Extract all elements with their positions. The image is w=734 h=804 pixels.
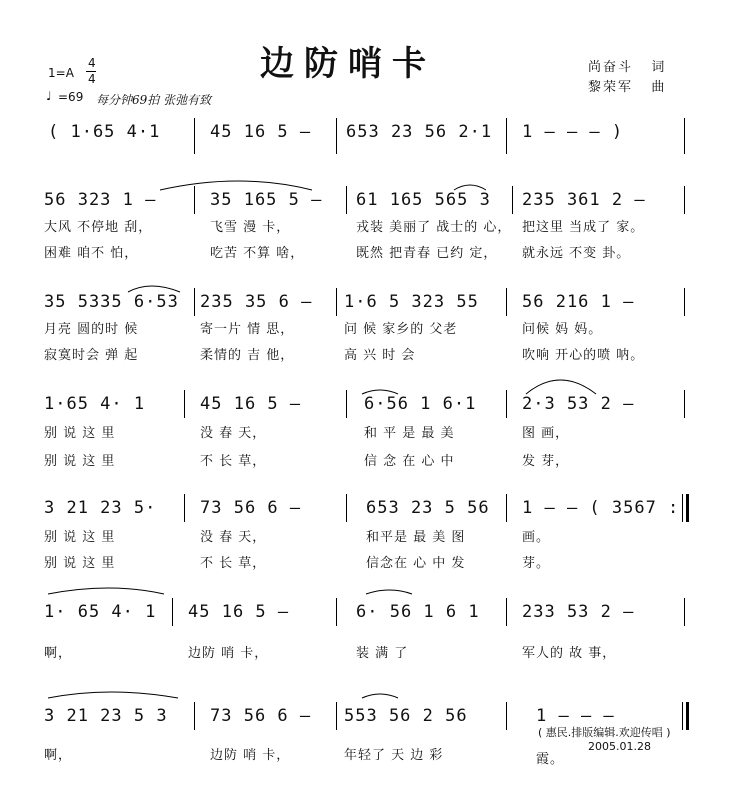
row4-lyric1-b: 没 春 天， xyxy=(200,426,267,441)
row3-bar3-notes: 1·6 5 323 55 xyxy=(344,292,479,312)
song-title: 边防哨卡 xyxy=(260,44,436,84)
row4-lyric2-c: 信 念 在 心 中 xyxy=(364,454,455,469)
row5-lyric1-a: 别 说 这 里 xyxy=(44,530,116,545)
barline xyxy=(684,118,685,154)
row4-lyric1-a: 别 说 这 里 xyxy=(44,426,116,441)
barline xyxy=(682,494,683,522)
row2-bar1-notes: 56 323 1 – xyxy=(44,190,157,210)
barline xyxy=(506,494,507,522)
row4-lyric1-d: 图 画， xyxy=(522,426,570,441)
row2-lyric2-c: 既然 把青春 已约 定， xyxy=(356,246,498,261)
barline xyxy=(336,702,337,730)
quarter-note-icon: ♩ xyxy=(46,89,52,103)
row2-lyric2-b: 吃苦 不算 啥， xyxy=(210,246,305,261)
row6-lyric1-d: 军人的 故 事， xyxy=(522,646,617,661)
row4-bar4-notes: 2·3 53 2 – xyxy=(522,394,635,414)
row4-bar2-notes: 45 16 5 – xyxy=(200,394,302,414)
row7-bar1-notes: 3 21 23 5 3 xyxy=(44,706,168,726)
barline xyxy=(684,186,685,214)
barline xyxy=(506,288,507,316)
barline xyxy=(346,186,347,214)
row2-lyric1-d: 把这里 当成了 家。 xyxy=(522,220,645,235)
arrangement-date: 2005.01.28 xyxy=(588,740,651,753)
row2-bar4-notes: 235 361 2 – xyxy=(522,190,646,210)
barline xyxy=(684,598,685,626)
row2-lyric1-b: 飞雪 漫 卡， xyxy=(210,220,291,235)
row6-bar1-notes: 1· 65 4· 1 xyxy=(44,602,157,622)
row3-lyric2-d: 吹响 开心的喷 呐。 xyxy=(522,348,645,363)
row3-bar2-notes: 235 35 6 – xyxy=(200,292,313,312)
row2-bar2-notes: 35 165 5 – xyxy=(210,190,323,210)
row4-bar1-notes: 1·65 4· 1 xyxy=(44,394,146,414)
barline xyxy=(194,186,195,214)
barline xyxy=(684,288,685,316)
row2-lyric2-d: 就永远 不变 卦。 xyxy=(522,246,631,261)
row7-bar4-notes: 1 – – – xyxy=(536,706,615,726)
barline xyxy=(684,390,685,418)
row4-lyric2-b: 不 长 草， xyxy=(200,454,267,469)
row3-lyric2-a: 寂寞时会 弹 起 xyxy=(44,348,139,363)
barline xyxy=(506,390,507,418)
barline xyxy=(184,390,185,418)
row3-lyric1-a: 月亮 圆的时 候 xyxy=(44,322,139,337)
row1-bar3-notes: 653 23 56 2·1 xyxy=(346,122,493,142)
barline xyxy=(172,598,173,626)
barline xyxy=(506,598,507,626)
row5-lyric2-a: 别 说 这 里 xyxy=(44,556,116,571)
row2-lyric2-a: 困难 咱不 怕， xyxy=(44,246,139,261)
row1-bar1-notes: ( 1·65 4·1 xyxy=(48,122,161,142)
row3-lyric2-c: 高 兴 时 会 xyxy=(344,348,416,363)
row5-lyric2-b: 不 长 草， xyxy=(200,556,267,571)
row7-bar3-notes: 553 56 2 56 xyxy=(344,706,468,726)
barline xyxy=(506,702,507,730)
row2-lyric1-a: 大风 不停地 刮， xyxy=(44,220,153,235)
row4-lyric1-c: 和 平 是 最 美 xyxy=(364,426,455,441)
row3-lyric2-b: 柔情的 吉 他， xyxy=(200,348,295,363)
barline xyxy=(346,494,347,522)
row5-lyric2-d: 芽。 xyxy=(522,556,551,571)
row5-lyric1-c: 和平是 最 美 图 xyxy=(366,530,466,545)
row4-bar3-notes: 6·56 1 6·1 xyxy=(364,394,477,414)
row3-bar4-notes: 56 216 1 – xyxy=(522,292,635,312)
time-signature-bottom: 4 xyxy=(88,72,96,86)
arranger-note: ( 惠民.排版编辑.欢迎传唱 ) xyxy=(538,726,671,739)
row2-lyric1-c: 戎装 美丽了 战士的 心， xyxy=(356,220,512,235)
repeat-barline xyxy=(686,494,689,522)
barline xyxy=(512,186,513,214)
row7-lyric1-c: 年轻了 天 边 彩 xyxy=(344,748,444,763)
final-barline xyxy=(686,702,689,730)
row3-lyric1-d: 问候 妈 妈。 xyxy=(522,322,603,337)
time-signature-top: 4 xyxy=(88,56,96,70)
row5-bar1-notes: 3 21 23 5· xyxy=(44,498,157,518)
row5-bar2-notes: 73 56 6 – xyxy=(200,498,302,518)
row5-lyric2-c: 信念在 心 中 发 xyxy=(366,556,466,571)
row6-bar2-notes: 45 16 5 – xyxy=(188,602,290,622)
row4-lyric2-a: 别 说 这 里 xyxy=(44,454,116,469)
barline xyxy=(506,118,507,154)
row7-lyric1-b: 边防 哨 卡， xyxy=(210,748,291,763)
barline xyxy=(346,390,347,418)
lyricist-credit: 尚奋斗 词 xyxy=(588,60,667,75)
tempo-description: 每分钟69拍 张弛有致 xyxy=(96,93,212,107)
barline xyxy=(194,118,195,154)
row1-bar4-notes: 1 – – – ) xyxy=(522,122,624,142)
row2-bar3-notes: 61 165 565 3 xyxy=(356,190,491,210)
row6-lyric1-a: 啊， xyxy=(44,646,73,661)
barline xyxy=(194,288,195,316)
barline xyxy=(336,288,337,316)
barline xyxy=(682,702,683,730)
row6-lyric1-c: 装 满 了 xyxy=(356,646,409,661)
barline xyxy=(336,598,337,626)
tempo-marking: =69 xyxy=(58,90,84,104)
barline xyxy=(336,118,337,154)
row7-lyric1-a: 啊， xyxy=(44,748,73,763)
row5-lyric1-d: 画。 xyxy=(522,530,551,545)
row7-bar2-notes: 73 56 6 – xyxy=(210,706,312,726)
row5-bar4-notes: 1 – – ( 3567 : xyxy=(522,498,680,518)
row6-lyric1-b: 边防 哨 卡， xyxy=(188,646,269,661)
row3-lyric1-c: 问 候 家乡的 父老 xyxy=(344,322,458,337)
row1-bar2-notes: 45 16 5 – xyxy=(210,122,312,142)
row4-lyric2-d: 发 芽， xyxy=(522,454,570,469)
row3-bar1-notes: 35 5335 6·53 xyxy=(44,292,179,312)
row3-lyric1-b: 寄一片 情 思， xyxy=(200,322,295,337)
row6-bar4-notes: 233 53 2 – xyxy=(522,602,635,622)
barline xyxy=(194,702,195,730)
barline xyxy=(184,494,185,522)
composer-credit: 黎荣军 曲 xyxy=(588,80,667,95)
row5-lyric1-b: 没 春 天， xyxy=(200,530,267,545)
key-signature: 1=A xyxy=(48,66,74,80)
row7-lyric1-d: 霞。 xyxy=(536,752,565,767)
row5-bar3-notes: 653 23 5 56 xyxy=(366,498,490,518)
row6-bar3-notes: 6· 56 1 6 1 xyxy=(356,602,480,622)
